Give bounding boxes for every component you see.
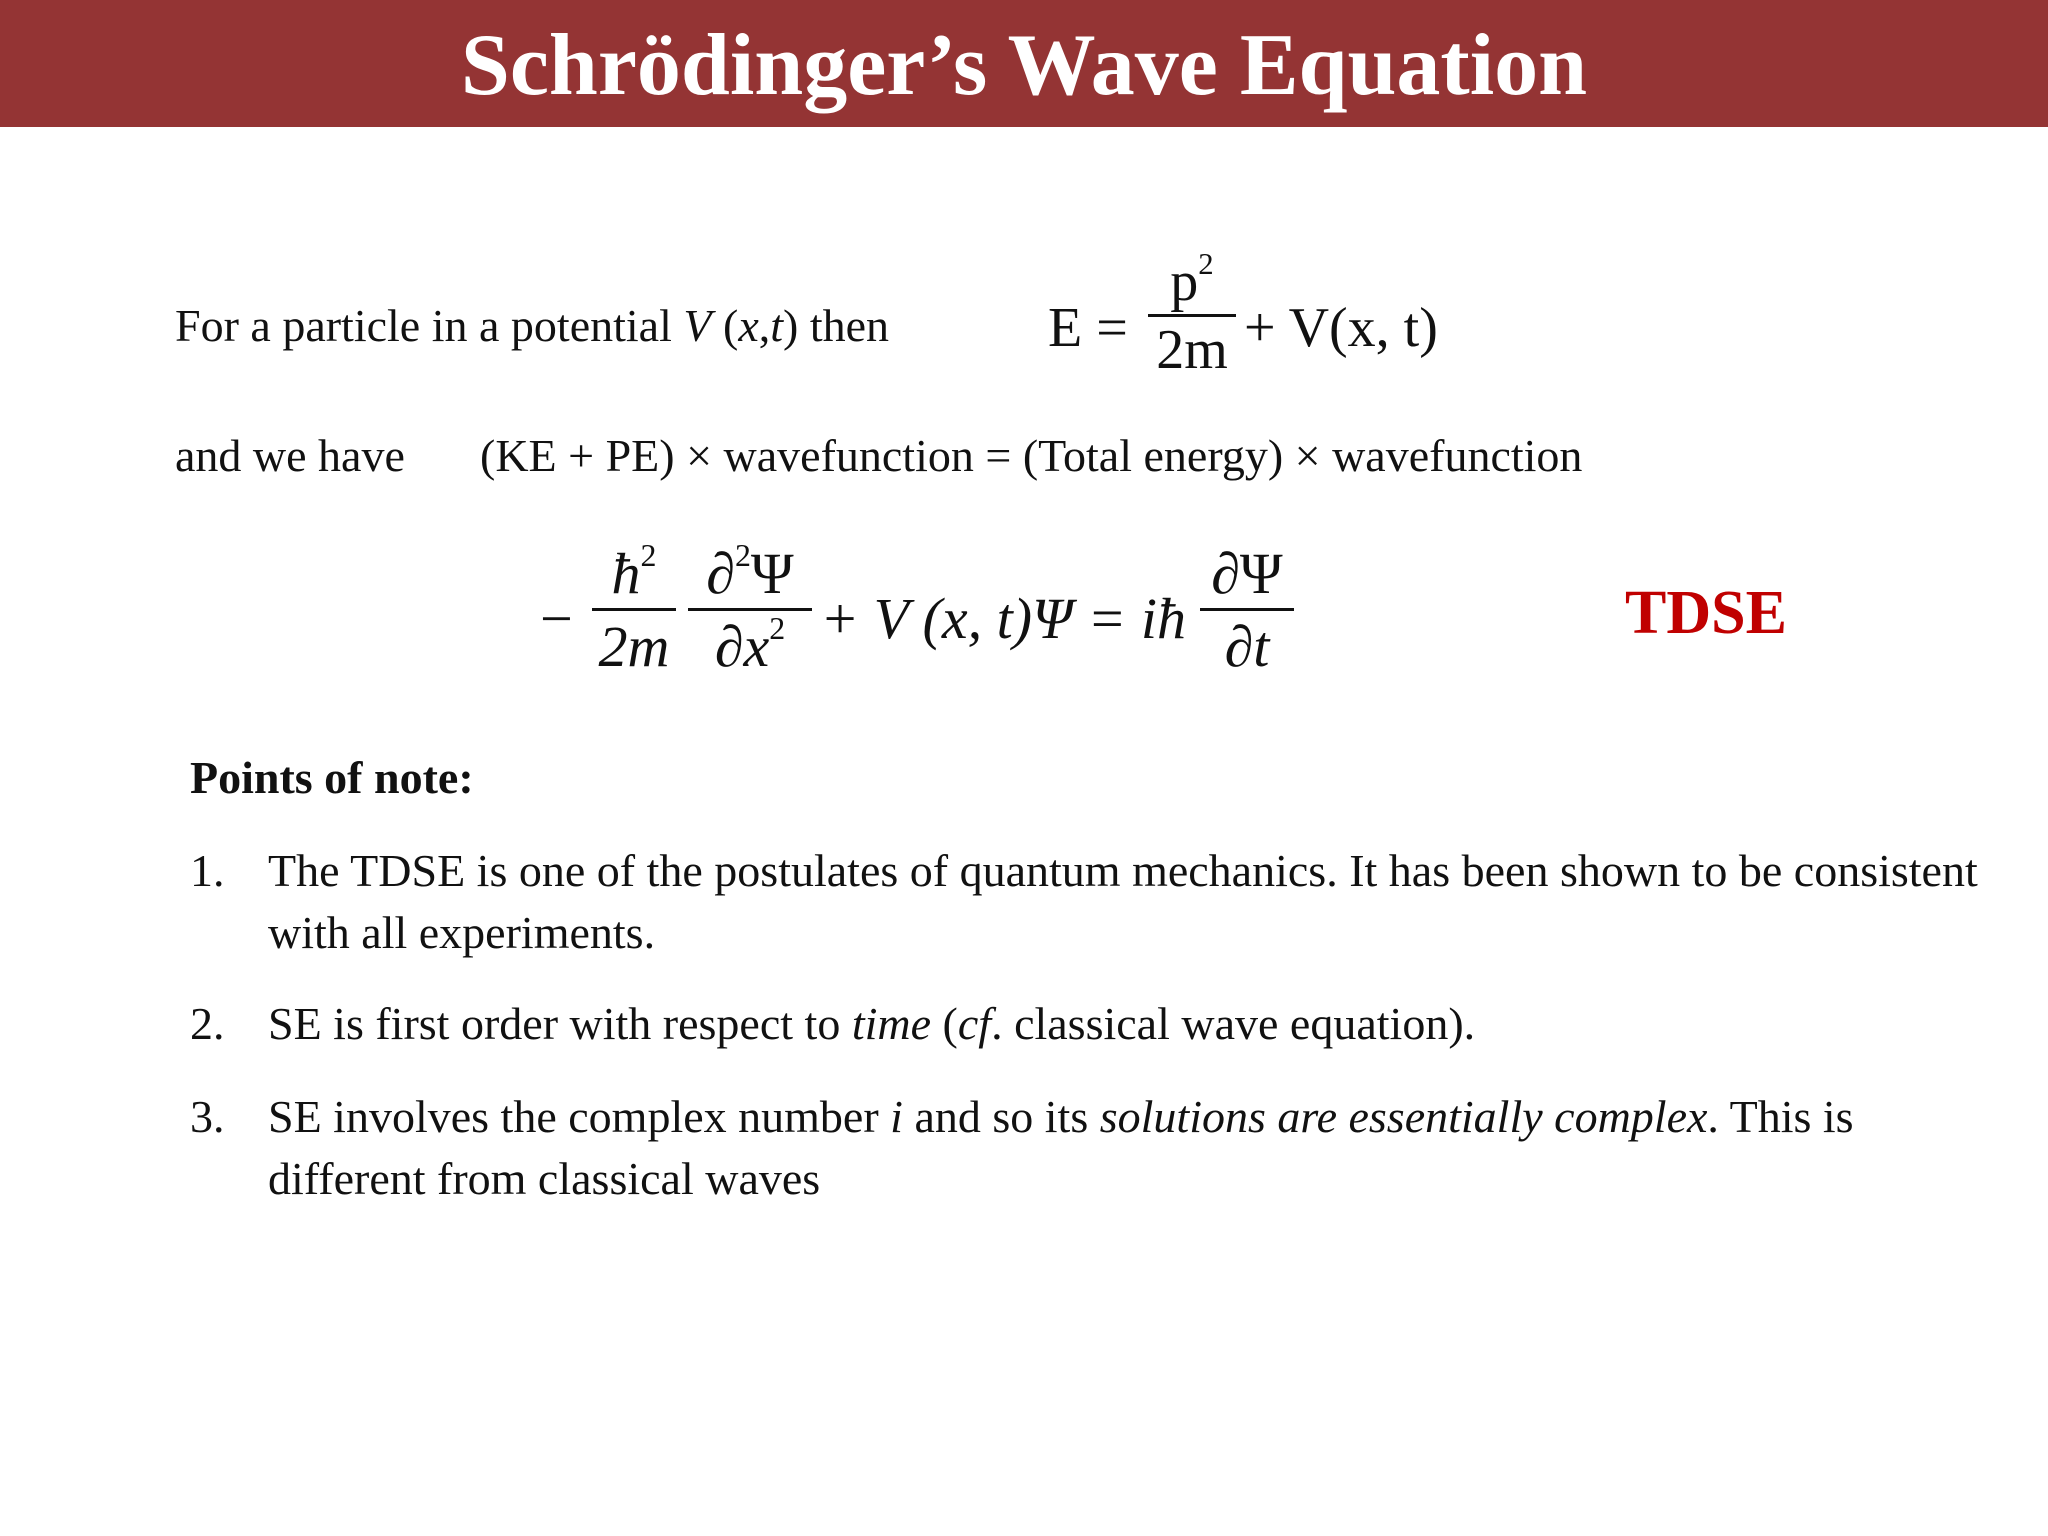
point-3-text-e: . This is different from classical waves bbox=[268, 1091, 1854, 1204]
point-3-text bbox=[268, 1086, 1988, 1210]
tdse-fraction-hbar bbox=[592, 537, 676, 683]
momentum-symbol: p bbox=[1170, 251, 1199, 313]
x-exponent: 2 bbox=[769, 610, 786, 646]
hbar-exponent: 2 bbox=[640, 537, 657, 573]
energy-fraction bbox=[1148, 246, 1236, 383]
tdse-label: TDSE bbox=[1625, 579, 1787, 647]
intro-line-1 bbox=[175, 298, 889, 354]
hbar-symbol: ħ bbox=[611, 541, 641, 606]
point-2-text-e: . classical wave equation). bbox=[991, 998, 1476, 1049]
second-derivative-denominator bbox=[715, 611, 785, 683]
intro-line-1-prefix: For a particle in a potential bbox=[175, 300, 684, 351]
tdse-minus: − bbox=[540, 586, 573, 651]
points-heading: Points of note: bbox=[190, 752, 474, 803]
point-3-number: 3. bbox=[190, 1091, 225, 1142]
second-derivative-numerator bbox=[706, 537, 794, 608]
tdse-middle: + V (x, t)Ψ = iħ bbox=[820, 586, 1187, 651]
tdse-fraction-time-derivative bbox=[1200, 540, 1294, 683]
point-3-solutions: solutions are essentially complex bbox=[1099, 1091, 1708, 1142]
point-2-cf: cf bbox=[957, 998, 992, 1049]
intro-line-2-relation: (KE + PE) × wavefunction = (Total energy) × wavefunction bbox=[480, 430, 1583, 481]
point-2-text-c: ( bbox=[931, 998, 958, 1049]
energy-denominator: 2m bbox=[1156, 319, 1228, 381]
potential-symbol: V bbox=[683, 300, 712, 351]
variable-x: x bbox=[738, 300, 759, 351]
point-2-time: time bbox=[851, 998, 932, 1049]
point-2-text bbox=[268, 993, 1988, 1055]
slide-title: Schrödinger’s Wave Equation bbox=[460, 17, 1588, 114]
intro-line-1-suffix: ) then bbox=[783, 300, 890, 351]
tdse-fraction-second-derivative bbox=[688, 537, 812, 683]
energy-numerator bbox=[1170, 246, 1214, 314]
hbar-denominator: 2m bbox=[598, 614, 670, 679]
energy-rhs: + V(x, t) bbox=[1244, 297, 1438, 359]
psi-symbol: Ψ bbox=[750, 541, 794, 606]
partial-x: ∂x bbox=[714, 614, 770, 679]
energy-lhs: E = bbox=[1048, 297, 1128, 359]
partial-exponent: 2 bbox=[734, 537, 751, 573]
args-comma: , bbox=[758, 300, 771, 351]
partial-symbol: ∂ bbox=[706, 541, 735, 606]
point-3-i: i bbox=[890, 1091, 903, 1142]
potential-args-open: ( bbox=[711, 300, 739, 351]
time-derivative-numerator: ∂Ψ bbox=[1211, 541, 1283, 606]
point-2-text-a: SE is first order with respect to bbox=[268, 998, 852, 1049]
point-1-text: The TDSE is one of the postulates of quantum mechanics. It has been shown to be consistent with all experiments. bbox=[268, 845, 1978, 958]
title-bar bbox=[0, 0, 2048, 127]
point-2-number: 2. bbox=[190, 998, 225, 1049]
point-3-text-c: and so its bbox=[902, 1091, 1100, 1142]
intro-line-2-prefix: and we have bbox=[175, 430, 405, 481]
point-3-text-a: SE involves the complex number bbox=[268, 1091, 891, 1142]
momentum-exponent: 2 bbox=[1198, 246, 1214, 281]
variable-t: t bbox=[770, 300, 784, 351]
hbar-numerator bbox=[611, 537, 657, 608]
point-1-number: 1. bbox=[190, 845, 225, 896]
time-derivative-denominator: ∂t bbox=[1224, 614, 1270, 679]
